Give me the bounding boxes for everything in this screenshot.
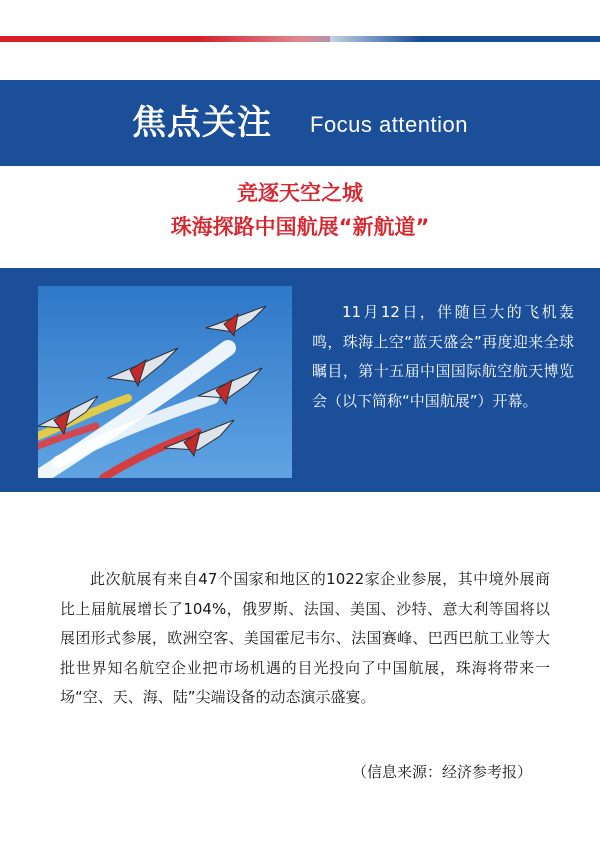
intro-banner: [0, 268, 600, 492]
section-title-english: Focus attention: [310, 112, 468, 137]
body-paragraph: 此次航展有来自47个国家和地区的1022家企业参展，其中境外展商比上届航展增长了104%，俄罗斯、法国、美国、沙特、意大利等国将以展团形式参展，欧洲空客、美国霍尼韦尔、法国赛峰、巴西巴航工业等大批世界知名航空企业把市场机遇的目光投向了中国航展，珠海将带来一场“空、天、海、陆”尖端设备的动态演示盛宴。: [60, 570, 550, 706]
source-attribution: （信息来源：经济参考报）: [351, 763, 532, 781]
section-header-banner: [0, 80, 600, 166]
top-decorative-rule: [0, 36, 600, 42]
headline-line-2: 珠海探路中国航展“新航道”: [170, 215, 430, 239]
top-rule-blue-segment: [300, 36, 600, 42]
headline-line-1: 竞逐天空之城: [237, 181, 363, 205]
section-title-chinese: 焦点关注: [132, 103, 272, 143]
airshow-jets-photo: [38, 286, 292, 478]
article-headline: [0, 176, 600, 244]
top-rule-red-segment: [0, 36, 330, 42]
intro-paragraph: 11月12日，伴随巨大的飞机轰鸣，珠海上空“蓝天盛会”再度迎来全球瞩目，第十五届中国国际航空航天博览会（以下简称“中国航展”）开幕。: [312, 303, 574, 410]
